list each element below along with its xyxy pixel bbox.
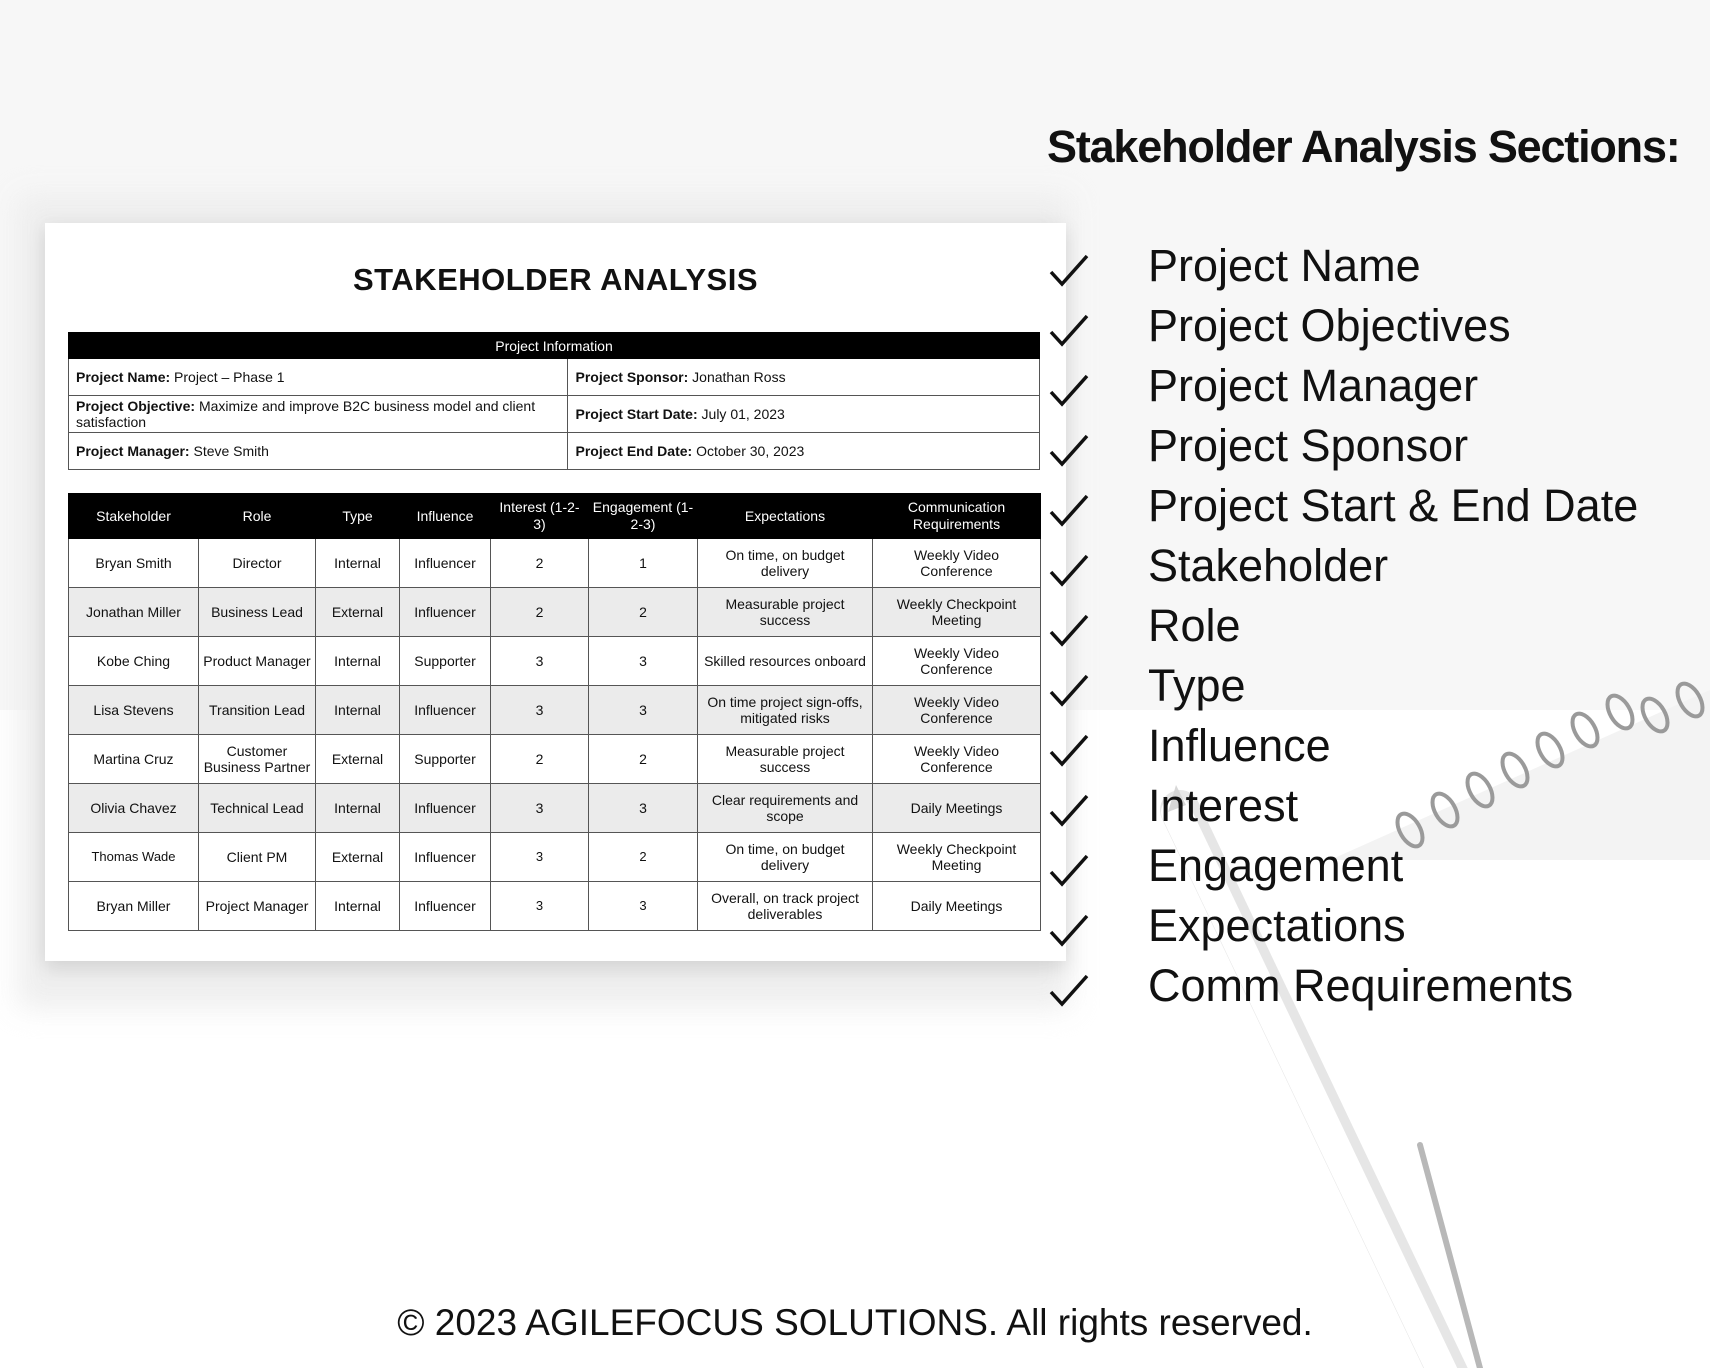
checkmark-icon bbox=[1047, 848, 1091, 892]
list-item bbox=[1148, 836, 1638, 896]
table-cell: Measurable project success bbox=[698, 588, 873, 637]
table-cell: On time project sign-offs, mitigated risks bbox=[698, 686, 873, 735]
table-cell: 2 bbox=[491, 735, 589, 784]
checkmark-icon bbox=[1047, 788, 1091, 832]
table-cell: Daily Meetings bbox=[873, 784, 1041, 833]
table-cell: Internal bbox=[316, 784, 400, 833]
column-header: Communication Requirements bbox=[873, 494, 1041, 539]
project-info-header: Project Information bbox=[69, 333, 1040, 359]
project-manager-cell bbox=[69, 433, 568, 470]
table-cell: Supporter bbox=[400, 735, 491, 784]
list-item-label: Stakeholder bbox=[1148, 540, 1389, 591]
list-item bbox=[1148, 356, 1638, 416]
list-item bbox=[1148, 656, 1638, 716]
list-item bbox=[1148, 296, 1638, 356]
project-objective-label: Project Objective: bbox=[76, 398, 196, 414]
checkmark-icon bbox=[1047, 908, 1091, 952]
table-cell: Bryan Smith bbox=[69, 539, 199, 588]
table-cell: 2 bbox=[589, 588, 698, 637]
table-cell: Thomas Wade bbox=[69, 833, 199, 882]
list-item bbox=[1148, 416, 1638, 476]
table-row bbox=[69, 637, 1041, 686]
table-cell: Lisa Stevens bbox=[69, 686, 199, 735]
project-objective-cell bbox=[69, 396, 568, 433]
column-header: Expectations bbox=[698, 494, 873, 539]
project-info-row bbox=[69, 433, 1040, 470]
table-cell: Influencer bbox=[400, 882, 491, 931]
project-end-date-cell bbox=[568, 433, 1040, 470]
list-item-label: Project Name bbox=[1148, 240, 1421, 291]
table-cell: Director bbox=[199, 539, 316, 588]
table-cell: Weekly Video Conference bbox=[873, 637, 1041, 686]
list-item bbox=[1148, 896, 1638, 956]
copyright-footer: © 2023 AGILEFOCUS SOLUTIONS. All rights reserved. bbox=[397, 1302, 1313, 1343]
project-info-table bbox=[68, 332, 1040, 470]
list-item-label: Engagement bbox=[1148, 840, 1404, 891]
table-cell: Product Manager bbox=[199, 637, 316, 686]
list-item bbox=[1148, 716, 1638, 776]
column-header: Type bbox=[316, 494, 400, 539]
checkmark-icon bbox=[1047, 368, 1091, 412]
list-item bbox=[1148, 236, 1638, 296]
checkmark-icon bbox=[1047, 428, 1091, 472]
table-cell: 3 bbox=[491, 637, 589, 686]
table-cell: Bryan Miller bbox=[69, 882, 199, 931]
column-header: Interest (1-2-3) bbox=[491, 494, 589, 539]
project-info-row bbox=[69, 396, 1040, 433]
project-end-date-value: October 30, 2023 bbox=[696, 443, 805, 459]
table-cell: Internal bbox=[316, 539, 400, 588]
table-cell: 3 bbox=[491, 882, 589, 931]
table-row bbox=[69, 686, 1041, 735]
table-cell: Kobe Ching bbox=[69, 637, 199, 686]
column-header: Stakeholder bbox=[69, 494, 199, 539]
table-cell: On time, on budget delivery bbox=[698, 539, 873, 588]
checkmark-icon bbox=[1047, 548, 1091, 592]
project-end-date-label: Project End Date: bbox=[575, 443, 693, 459]
checkmark-icon bbox=[1047, 968, 1091, 1012]
list-item bbox=[1148, 956, 1638, 1016]
column-header: Engagement (1-2-3) bbox=[589, 494, 698, 539]
checkmark-icon bbox=[1047, 248, 1091, 292]
project-start-date-value: July 01, 2023 bbox=[701, 406, 785, 422]
column-header: Role bbox=[199, 494, 316, 539]
list-item bbox=[1148, 596, 1638, 656]
table-row bbox=[69, 784, 1041, 833]
table-row bbox=[69, 882, 1041, 931]
list-item-label: Expectations bbox=[1148, 900, 1406, 951]
table-cell: On time, on budget delivery bbox=[698, 833, 873, 882]
table-cell: Business Lead bbox=[199, 588, 316, 637]
checkmark-icon bbox=[1047, 728, 1091, 772]
list-item-label: Role bbox=[1148, 600, 1241, 651]
list-item-label: Interest bbox=[1148, 780, 1299, 831]
table-cell: Supporter bbox=[400, 637, 491, 686]
stakeholder-analysis-document bbox=[45, 223, 1066, 961]
project-sponsor-label: Project Sponsor: bbox=[575, 369, 689, 385]
project-manager-value: Steve Smith bbox=[193, 443, 269, 459]
list-item-label: Project Start & End Date bbox=[1148, 480, 1639, 531]
table-cell: Overall, on track project deliverables bbox=[698, 882, 873, 931]
table-cell: 3 bbox=[589, 882, 698, 931]
sections-list bbox=[1148, 236, 1638, 1016]
table-cell: Influencer bbox=[400, 588, 491, 637]
table-row bbox=[69, 588, 1041, 637]
table-cell: Transition Lead bbox=[199, 686, 316, 735]
table-row bbox=[69, 539, 1041, 588]
table-cell: 3 bbox=[491, 833, 589, 882]
table-cell: Skilled resources onboard bbox=[698, 637, 873, 686]
list-item-label: Influence bbox=[1148, 720, 1331, 771]
project-start-date-cell bbox=[568, 396, 1040, 433]
list-item-label: Project Manager bbox=[1148, 360, 1479, 411]
list-item bbox=[1148, 776, 1638, 836]
table-cell: 2 bbox=[589, 735, 698, 784]
table-cell: Client PM bbox=[199, 833, 316, 882]
table-cell: Influencer bbox=[400, 539, 491, 588]
table-cell: External bbox=[316, 588, 400, 637]
checkmark-icon bbox=[1047, 668, 1091, 712]
document-title: STAKEHOLDER ANALYSIS bbox=[352, 262, 758, 297]
table-cell: Jonathan Miller bbox=[69, 588, 199, 637]
table-row bbox=[69, 735, 1041, 784]
list-item bbox=[1148, 476, 1638, 536]
table-cell: Internal bbox=[316, 637, 400, 686]
table-cell: Weekly Checkpoint Meeting bbox=[873, 833, 1041, 882]
table-cell: Martina Cruz bbox=[69, 735, 199, 784]
project-name-cell bbox=[69, 359, 568, 396]
list-item-label: Type bbox=[1148, 660, 1246, 711]
table-cell: Customer Business Partner bbox=[199, 735, 316, 784]
table-cell: 2 bbox=[491, 539, 589, 588]
checkmark-icon bbox=[1047, 488, 1091, 532]
table-cell: Weekly Video Conference bbox=[873, 539, 1041, 588]
stakeholder-table bbox=[68, 493, 1041, 931]
table-cell: Daily Meetings bbox=[873, 882, 1041, 931]
list-item-label: Project Objectives bbox=[1148, 300, 1511, 351]
table-cell: Measurable project success bbox=[698, 735, 873, 784]
table-cell: Influencer bbox=[400, 833, 491, 882]
project-name-value: Project – Phase 1 bbox=[174, 369, 285, 385]
table-cell: 3 bbox=[589, 637, 698, 686]
stakeholder-table-header bbox=[69, 494, 1041, 539]
project-sponsor-value: Jonathan Ross bbox=[692, 369, 786, 385]
list-item bbox=[1148, 536, 1638, 596]
table-cell: Internal bbox=[316, 882, 400, 931]
table-cell: Technical Lead bbox=[199, 784, 316, 833]
table-cell: 1 bbox=[589, 539, 698, 588]
table-cell: Weekly Video Conference bbox=[873, 735, 1041, 784]
table-cell: External bbox=[316, 833, 400, 882]
table-cell: Weekly Checkpoint Meeting bbox=[873, 588, 1041, 637]
table-cell: 2 bbox=[491, 588, 589, 637]
table-cell: 2 bbox=[589, 833, 698, 882]
checkmark-icon bbox=[1047, 308, 1091, 352]
table-cell: Weekly Video Conference bbox=[873, 686, 1041, 735]
column-header: Influence bbox=[400, 494, 491, 539]
list-item-label: Project Sponsor bbox=[1148, 420, 1469, 471]
table-cell: 3 bbox=[589, 784, 698, 833]
table-row bbox=[69, 833, 1041, 882]
table-cell: 3 bbox=[491, 784, 589, 833]
project-manager-label: Project Manager: bbox=[76, 443, 190, 459]
table-cell: Internal bbox=[316, 686, 400, 735]
table-cell: 3 bbox=[491, 686, 589, 735]
table-cell: 3 bbox=[589, 686, 698, 735]
list-item-label: Comm Requirements bbox=[1148, 960, 1574, 1011]
project-name-label: Project Name: bbox=[76, 369, 171, 385]
table-cell: Project Manager bbox=[199, 882, 316, 931]
checkmark-icon bbox=[1047, 608, 1091, 652]
table-cell: External bbox=[316, 735, 400, 784]
table-cell: Clear requirements and scope bbox=[698, 784, 873, 833]
table-cell: Influencer bbox=[400, 784, 491, 833]
project-info-row bbox=[69, 359, 1040, 396]
project-objective-value: Maximize and improve B2C business model and client satisfaction bbox=[76, 398, 536, 430]
sections-title: Stakeholder Analysis Sections: bbox=[1047, 121, 1680, 172]
table-cell: Olivia Chavez bbox=[69, 784, 199, 833]
project-sponsor-cell bbox=[568, 359, 1040, 396]
table-cell: Influencer bbox=[400, 686, 491, 735]
project-start-date-label: Project Start Date: bbox=[575, 406, 698, 422]
